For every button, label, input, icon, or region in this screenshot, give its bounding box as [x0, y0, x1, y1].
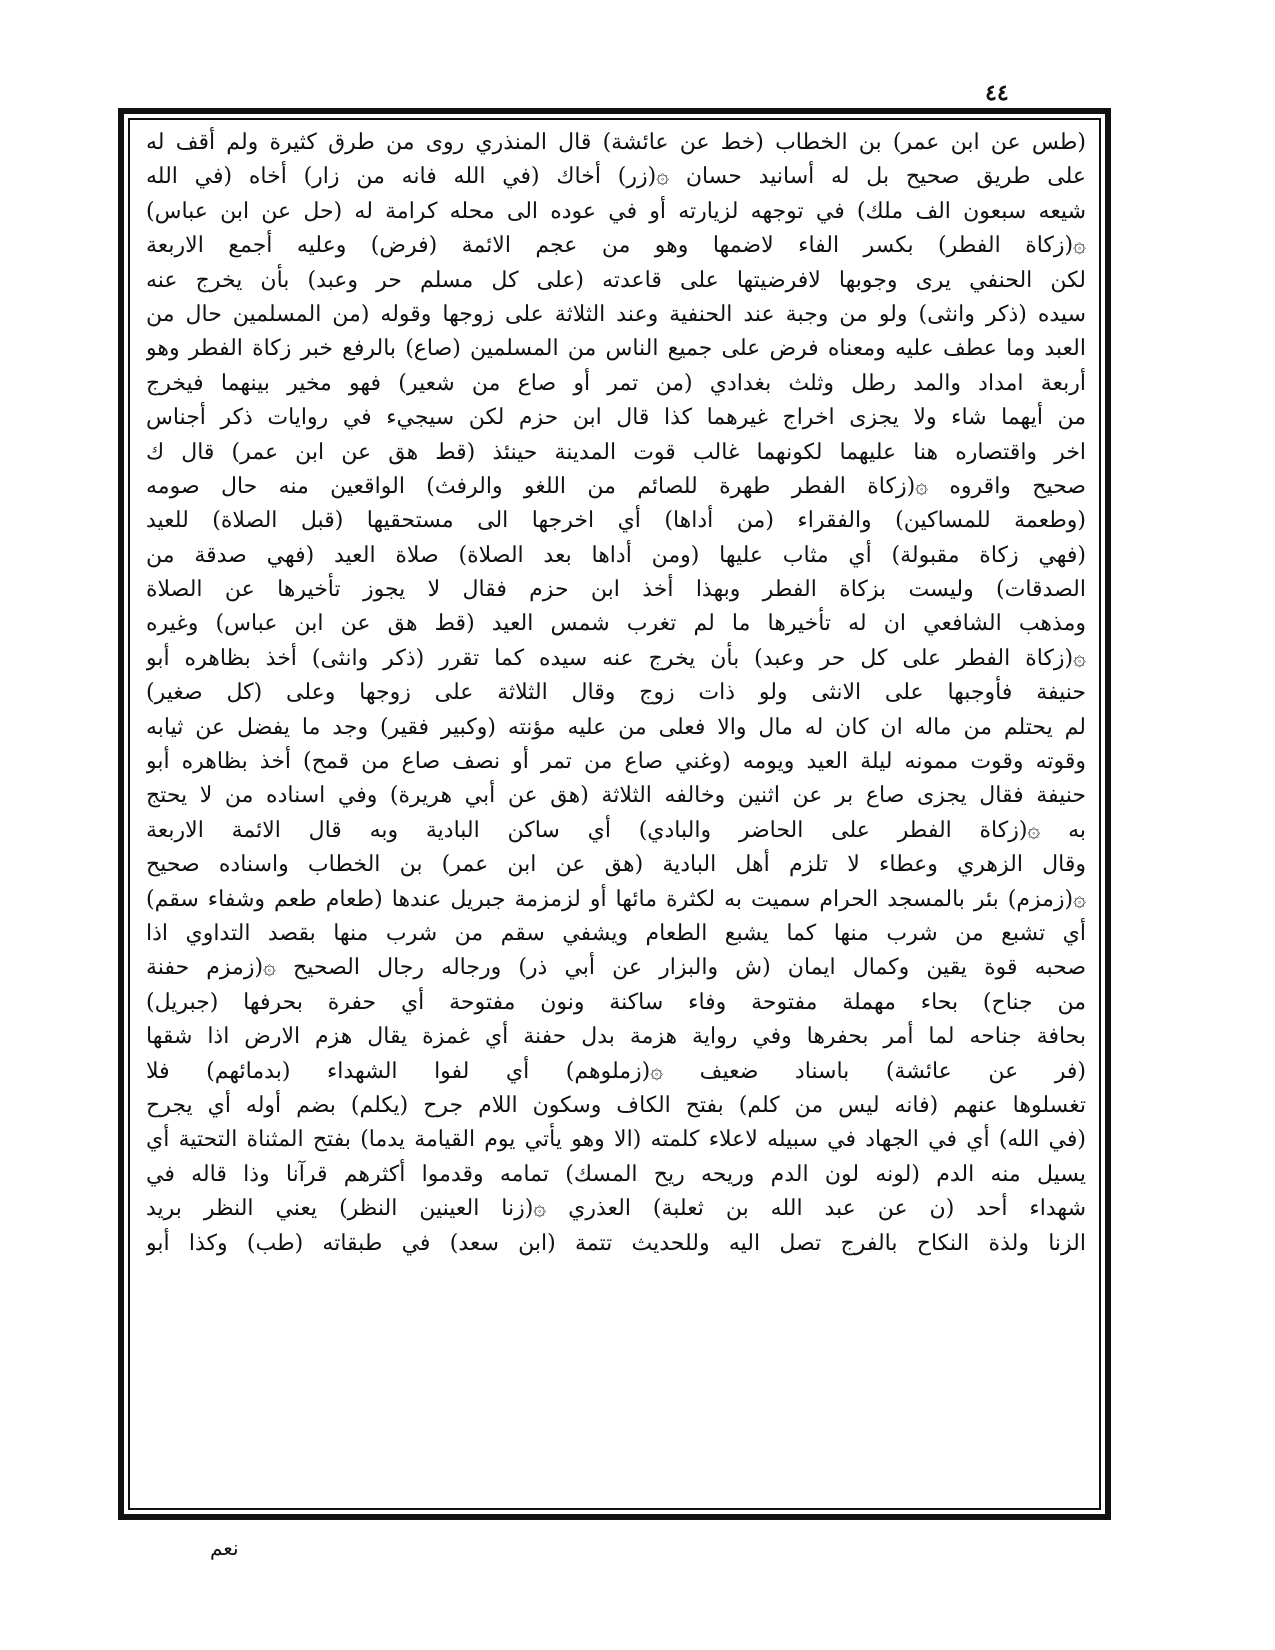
text-line: حنيفة فقال يجزى صاع بر عن اثنين وخالفه الثلاثة (هق عن أبي هريرة) وفي اسناده من لا يحتج: [146, 783, 1086, 809]
text-line: ومذهب الشافعي ان له تأخيرها ما لم تغرب شمس العيد (قط هق عن ابن عباس) وغيره: [146, 611, 1086, 637]
text-line: بحافة جناحه لما أمر بحفرها وفي رواية هزمة بدل حفنة أي غمزة يقال هزم الارض اذا شقها: [146, 1024, 1086, 1050]
text-line: به ۞(زكاة الفطر على الحاضر والبادي) أي ساكن البادية وبه قال الائمة الاربعة: [146, 817, 1086, 843]
text-line: ۞(زكاة الفطر) بكسر الفاء لاضمها وهو من عجم الائمة (فرض) وعليه أجمع الاربعة: [146, 233, 1086, 259]
text-line: اخر واقتصاره هنا عليهما لكونهما غالب قوت المدينة حينئذ (قط هق عن ابن عمر) قال ك: [146, 439, 1086, 465]
text-line: من جناح) بحاء مهملة مفتوحة وفاء ساكنة ونون مفتوحة أي حفرة بحرفها (جبريل): [146, 989, 1086, 1015]
text-block: [146, 126, 1086, 1504]
text-line: ۞(زمزم) بئر بالمسجد الحرام سميت به لكثرة مائها أو لزمزمة جبريل عندها (طعام طعم وشفاء سقم): [146, 886, 1086, 912]
text-line: العبد وما عطف عليه ومعناه فرض على جميع الناس من المسلمين (صاع) بالرفع خبر زكاة الفطر وهو: [146, 336, 1086, 362]
text-line: تغسلوها عنهم (فانه ليس من كلم) بفتح الكاف وسكون اللام جرح (يكلم) بضم أوله أي يجرح: [146, 1092, 1086, 1118]
text-line: من أيهما شاء ولا يجزى اخراج غيرهما كذا قال ابن حزم لكن سيجيء في روايات ذكر أجناس: [146, 405, 1086, 431]
text-line: وقوته وقوت ممونه ليلة العيد ويومه (وغني صاع من تمر أو نصف صاع من قمح) أخذ بظاهره أبو: [146, 749, 1086, 775]
text-line: يسيل منه الدم (لونه لون الدم وريحه ريح المسك) تمامه وقدموا أكثرهم قرآنا وذا قاله في: [146, 1161, 1086, 1187]
text-line: صحبه قوة يقين وكمال ايمان (ش والبزار عن أبي ذر) ورجاله رجال الصحيح ۞(زمزم حفنة: [146, 955, 1086, 981]
text-line: شهداء أحد (ن عن عبد الله بن ثعلبة) العذري ۞(زنا العينين النظر) يعني النظر بريد: [146, 1196, 1086, 1222]
text-line: سيده (ذكر وانثى) ولو من وجبة عند الحنفية وعند الثلاثة على زوجها وقوله (من المسلمين حال من: [146, 301, 1086, 327]
text-line: حنيفة فأوجبها على الانثى ولو ذات زوج وقال الثلاثة على زوجها وعلى (كل صغير): [146, 680, 1086, 706]
text-line: على طريق صحيح بل له أسانيد حسان ۞(زر) أخاك (في الله فانه من زار) أخاه (في الله: [146, 164, 1086, 190]
text-line: شيعه سبعون الف ملك) في توجهه لزيارته أو في عوده الى محله كرامة له (حل عن ابن عباس): [146, 198, 1086, 224]
text-line: لكن الحنفي يرى وجوبها لافرضيتها على قاعدته (على كل مسلم حر وعبد) بأن يخرج عنه: [146, 267, 1086, 293]
text-line: (فر عن عائشة) باسناد ضعيف ۞(زملوهم) أي لفوا الشهداء (بدمائهم) فلا: [146, 1058, 1086, 1084]
text-line: (وطعمة للمساكين) والفقراء (من أداها) أي اخرجها الى مستحقيها (قبل الصلاة) للعيد: [146, 508, 1086, 534]
text-line: صحيح واقروه ۞(زكاة الفطر طهرة للصائم من اللغو والرفث) الواقعين منه حال صومه: [146, 473, 1086, 499]
text-line: لم يحتلم من ماله ان كان له مال والا فعلى من عليه مؤنته (وكبير فقير) وجد ما يفضل عن ثيابه: [146, 714, 1086, 740]
text-line: (طس عن ابن عمر) بن الخطاب (خط عن عائشة) قال المنذري روى من طرق كثيرة ولم أقف له: [146, 130, 1086, 155]
text-line: أي تشبع من شرب منها كما يشبع الطعام ويشفي سقم من شرب منها بقصد التداوي اذا: [146, 920, 1086, 946]
text-line: (في الله) أي في الجهاد في سبيله لاعلاء كلمته (الا وهو يأتي يوم القيامة يدما) بفتح المثناة التحتية أي: [146, 1127, 1086, 1153]
catchword: نعم: [210, 1536, 239, 1560]
text-line: الزنا ولذة النكاح بالفرج تصل اليه وللحديث تتمة (ابن سعد) في طبقاته (طب) وكذا أبو: [146, 1230, 1086, 1256]
text-line: الصدقات) وليست بزكاة الفطر وبهذا أخذ ابن حزم فقال لا يجوز تأخيرها عن الصلاة: [146, 577, 1086, 603]
page-number: ٤٤: [985, 80, 1009, 106]
text-line: وقال الزهري وعطاء لا تلزم أهل البادية (هق عن ابن عمر) بن الخطاب واسناده صحيح: [146, 852, 1086, 878]
text-line: ۞(زكاة الفطر على كل حر وعبد) بأن يخرج عنه سيده كما تقرر (ذكر وانثى) أخذ بظاهره أبو: [146, 645, 1086, 671]
text-line: (فهي زكاة مقبولة) أي مثاب عليها (ومن أداها بعد الصلاة) صلاة العيد (فهي صدقة من: [146, 542, 1086, 568]
text-line: أربعة امداد والمد رطل وثلث بغدادي (من تمر أو صاع من شعير) فهو مخير بينهما فيخرج: [146, 370, 1086, 396]
